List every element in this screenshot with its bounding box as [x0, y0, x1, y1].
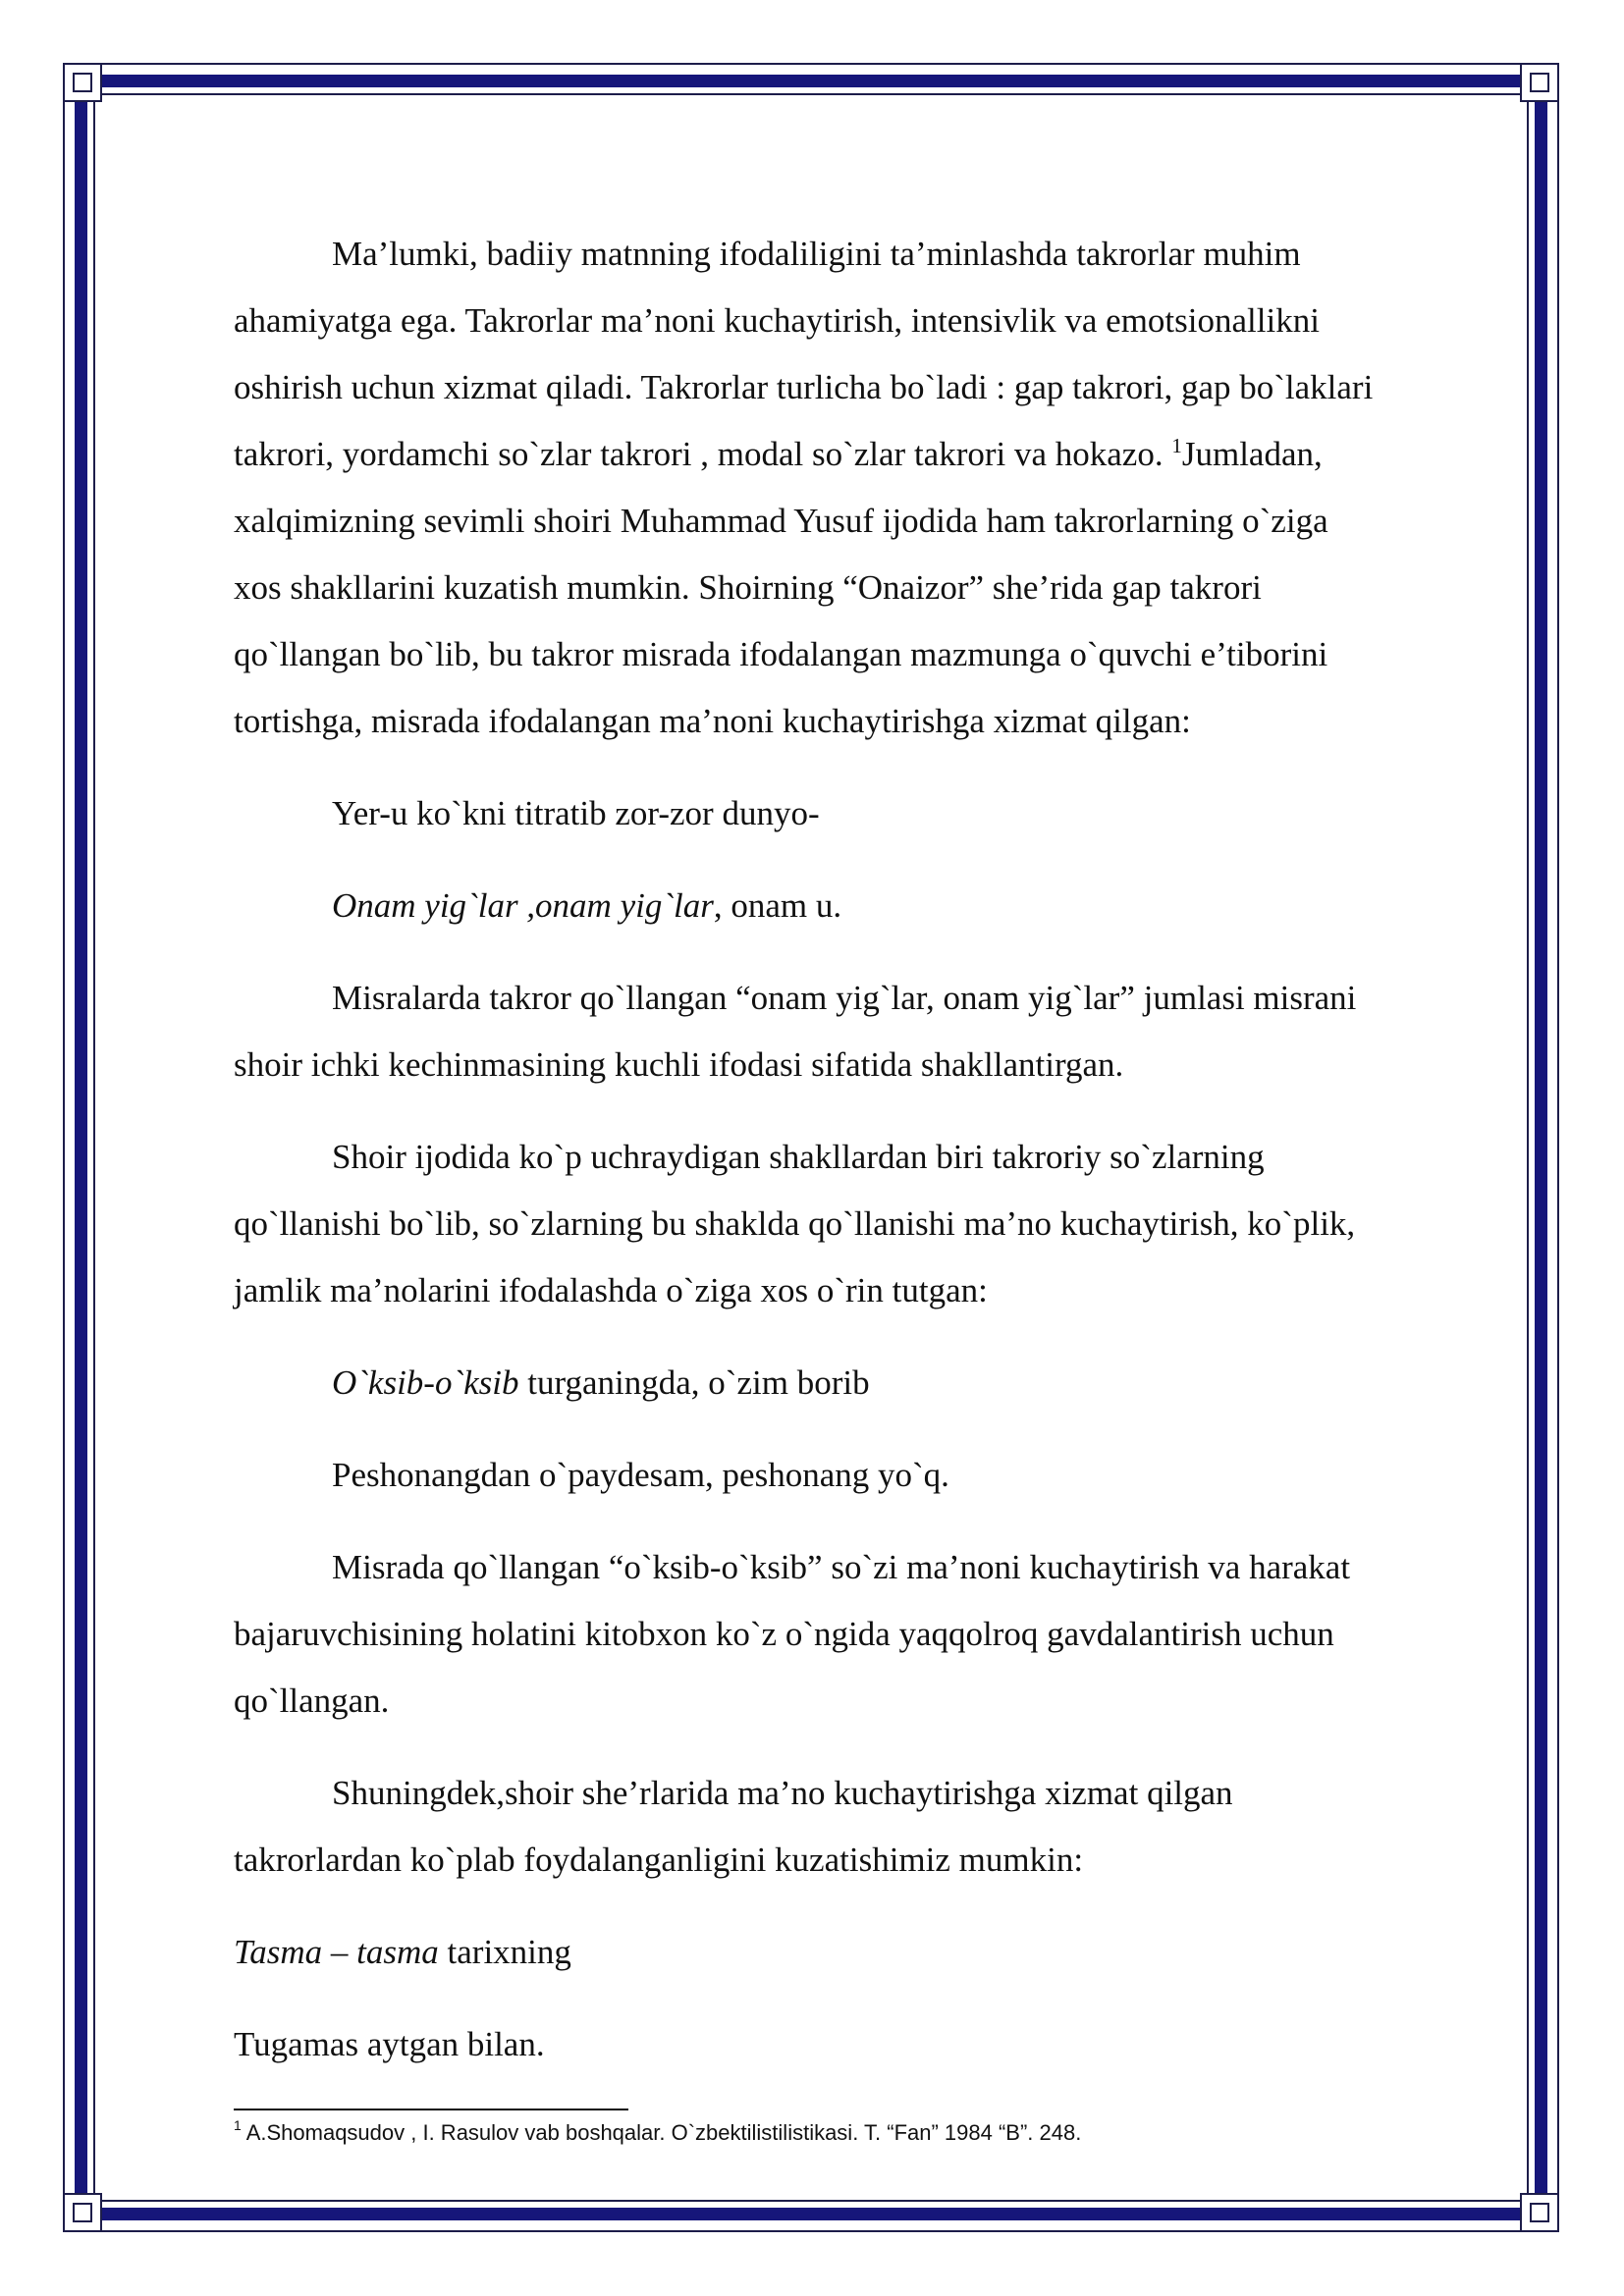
- paragraph-analysis-1: [234, 965, 1520, 1098]
- paragraph-intro: [234, 221, 1520, 755]
- paragraph-analysis-2: [234, 1124, 1520, 1324]
- paragraph-analysis-4: [234, 1760, 1520, 1894]
- corner-ornament-bottom-right: [1520, 2193, 1559, 2232]
- text-line: bajaruvchisining holatini kitobxon ko`z o`ngida yaqqolroq gavdalantirish uchun: [234, 1615, 1334, 1653]
- text-line: Misralarda takror qo`llangan “onam yig`lar, onam yig`lar” jumlasi misrani: [332, 979, 1357, 1017]
- text-line: qo`llangan bo`lib, bu takror misrada ifodalangan mazmunga o`quvchi e’tiborini: [234, 635, 1328, 673]
- corner-ornament-bottom-left: [63, 2193, 102, 2232]
- corner-ornament-top-right: [1520, 63, 1559, 102]
- footnote-number: 1: [234, 2117, 242, 2133]
- text-line: Shuningdek,shoir she’rlarida ma’no kuchaytirishga xizmat qilgan: [332, 1774, 1233, 1812]
- text-line: ahamiyatga ega. Takrorlar ma’noni kuchaytirish, intensivlik va emotsionallikni: [234, 301, 1320, 340]
- text-line: jamlik ma’nolarini ifodalashda o`ziga xos o`rin tutgan:: [234, 1271, 988, 1309]
- document-body: [234, 221, 1520, 2104]
- verse-rest: turganingda, o`zim borib: [518, 1363, 870, 1402]
- verse-line: Yer-u ko`kni titratib zor-zor dunyo-: [332, 794, 820, 832]
- verse-italic: Tasma – tasma: [234, 1933, 439, 1971]
- text-line: takrorlardan ko`plab foydalanganligini kuzatishimiz mumkin:: [234, 1841, 1084, 1879]
- text-line: oshirish uchun xizmat qiladi. Takrorlar turlicha bo`ladi : gap takrori, gap bo`laklari: [234, 368, 1374, 406]
- text-segment: takrori, yordamchi so`zlar takrori , modal so`zlar takrori va hokazo.: [234, 435, 1172, 473]
- footnote: [234, 2117, 1082, 2146]
- text-line: xos shakllarini kuzatish mumkin. Shoirning “Onaizor” she’rida gap takrori: [234, 568, 1262, 607]
- verse-italic: Onam yig`lar ,onam yig`lar: [332, 886, 714, 925]
- text-line: qo`llanishi bo`lib, so`zlarning bu shaklda qo`llanishi ma’no kuchaytirish, ko`plik,: [234, 1204, 1356, 1243]
- text-line: Ma’lumki, badiiy matnning ifodaliligini ta’minlashda takrorlar muhim: [332, 235, 1301, 273]
- text-line: qo`llangan.: [234, 1682, 390, 1720]
- text-line: shoir ichki kechinmasining kuchli ifodasi sifatida shakllantirgan.: [234, 1045, 1124, 1084]
- text-line: tortishga, misrada ifodalangan ma’noni kuchaytirishga xizmat qilgan:: [234, 702, 1191, 740]
- verse-rest: tarixning: [438, 1933, 571, 1971]
- text-segment: Jumladan,: [1181, 435, 1323, 473]
- text-line: xalqimizning sevimli shoiri Muhammad Yusuf ijodida ham takrorlarning o`ziga: [234, 502, 1328, 540]
- verse-italic: O`ksib-o`ksib: [332, 1363, 519, 1402]
- verse-line: Peshonangdan o`paydesam, peshonang yo`q.: [332, 1456, 949, 1494]
- text-line: Misrada qo`llangan “o`ksib-o`ksib” so`zi ma’noni kuchaytirish va harakat: [332, 1548, 1351, 1586]
- text-line: Shoir ijodida ko`p uchraydigan shakllardan biri takroriy so`zlarning: [332, 1138, 1265, 1176]
- verse-line: [234, 873, 1520, 939]
- verse-rest: , onam u.: [713, 886, 842, 925]
- verse-line: [234, 1919, 1520, 1986]
- footnote-separator: [234, 2109, 628, 2110]
- paragraph-analysis-3: [234, 1534, 1520, 1735]
- footnote-text: A.Shomaqsudov , I. Rasulov vab boshqalar. O`zbektilistilistikasi. T. “Fan” 1984 “B”. 248.: [241, 2120, 1082, 2145]
- footnote-reference[interactable]: 1: [1171, 434, 1182, 457]
- text-line: [234, 421, 1520, 488]
- verse-line: Tugamas aytgan bilan.: [234, 2025, 545, 2063]
- verse-line: [234, 1350, 1520, 1416]
- corner-ornament-top-left: [63, 63, 102, 102]
